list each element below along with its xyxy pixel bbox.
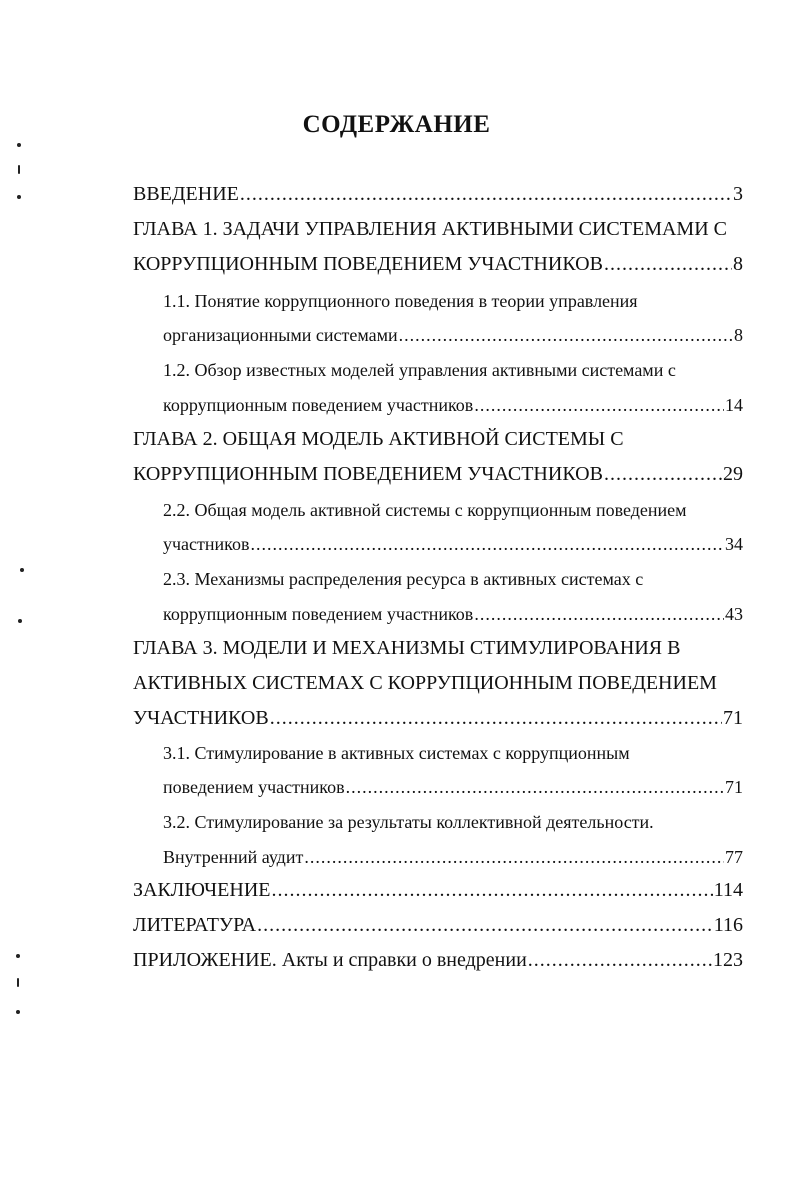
- toc-entry-section-2-3: [163, 602, 743, 626]
- toc-leader-dots: [270, 706, 722, 730]
- toc-entry-text: КОРРУПЦИОННЫМ ПОВЕДЕНИЕМ УЧАСТНИКОВ: [133, 463, 603, 485]
- toc-entry-conclusion: [133, 878, 743, 902]
- toc-section-3-1-line-1: 3.1. Стимулирование в активных системах с коррупционным: [163, 743, 630, 763]
- toc-entry-text: коррупционным поведением участников: [163, 395, 474, 415]
- toc-entry-text: КОРРУПЦИОННЫМ ПОВЕДЕНИЕМ УЧАСТНИКОВ: [133, 253, 603, 275]
- toc-section-2-2-line-1: 2.2. Общая модель активной системы с коррупционным поведением: [163, 500, 687, 520]
- toc-page-number: 8: [733, 253, 743, 275]
- scan-speck: [16, 1010, 20, 1014]
- toc-leader-dots: [271, 878, 712, 902]
- toc-leader-dots: [399, 323, 733, 347]
- toc-page-number: 71: [725, 777, 743, 797]
- toc-leader-dots: [304, 845, 724, 869]
- toc-page-number: 3: [733, 183, 743, 205]
- toc-entry-section-1-1: [163, 323, 743, 347]
- toc-entry-text: ЗАКЛЮЧЕНИЕ: [133, 879, 271, 901]
- toc-entry-text: ЛИТЕРАТУРА: [133, 914, 257, 936]
- toc-page-number: 29: [723, 463, 743, 485]
- toc-chapter-1-line-1: ГЛАВА 1. ЗАДАЧИ УПРАВЛЕНИЯ АКТИВНЫМИ СИСТЕМАМИ С: [133, 218, 727, 240]
- toc-page-number: 43: [725, 604, 743, 624]
- toc-leader-dots: [346, 775, 724, 799]
- toc-entry-text: поведением участников: [163, 777, 345, 797]
- toc-page-number: 34: [725, 534, 743, 554]
- toc-page-number: 71: [723, 707, 743, 729]
- toc-leader-dots: [604, 462, 722, 486]
- toc-section-2-3-line-1: 2.3. Механизмы распределения ресурса в активных системах с: [163, 569, 644, 589]
- toc-page-number: 8: [734, 325, 743, 345]
- toc-entry-chapter-2: [133, 462, 743, 486]
- toc-section-1-2-line-1: 1.2. Обзор известных моделей управления активными системами с: [163, 360, 676, 380]
- toc-leader-dots: [257, 913, 713, 937]
- toc-entry-appendix: [133, 948, 743, 972]
- toc-entry-section-3-2: [163, 845, 743, 869]
- toc-entry-text: Внутренний аудит: [163, 847, 304, 867]
- toc-chapter-2-line-1: ГЛАВА 2. ОБЩАЯ МОДЕЛЬ АКТИВНОЙ СИСТЕМЫ С: [133, 428, 624, 450]
- toc-entry-text: участников: [163, 534, 250, 554]
- toc-entry-text: ПРИЛОЖЕНИЕ. Акты и справки о внедрении: [133, 949, 527, 971]
- toc-leader-dots: [604, 252, 732, 276]
- page-title: СОДЕРЖАНИЕ: [302, 111, 491, 138]
- scan-speck: [17, 195, 21, 199]
- scan-speck: [18, 619, 22, 623]
- toc-entry-section-2-2: [163, 532, 743, 556]
- toc-page-number: 116: [713, 914, 743, 936]
- scan-speck: [20, 568, 24, 572]
- toc-leader-dots: [528, 948, 712, 972]
- scan-speck: [17, 143, 21, 147]
- toc-entry-section-1-2: [163, 393, 743, 417]
- toc-entry-text: УЧАСТНИКОВ: [133, 707, 269, 729]
- toc-entry-literature: [133, 913, 743, 937]
- toc-chapter-3-line-1: ГЛАВА 3. МОДЕЛИ И МЕХАНИЗМЫ СТИМУЛИРОВАНИЯ В: [133, 637, 681, 659]
- toc-leader-dots: [251, 532, 725, 556]
- toc-page-number: 77: [725, 847, 743, 867]
- toc-entry-text: коррупционным поведением участников: [163, 604, 474, 624]
- toc-entry-text: организационными системами: [163, 325, 398, 345]
- scan-speck: [17, 978, 19, 987]
- toc-chapter-3-line-2: АКТИВНЫХ СИСТЕМАХ С КОРРУПЦИОННЫМ ПОВЕДЕНИЕМ: [133, 672, 717, 694]
- toc-entry-chapter-3: [133, 706, 743, 730]
- toc-page-number: 14: [725, 395, 743, 415]
- scan-speck: [18, 165, 20, 174]
- toc-section-1-1-line-1: 1.1. Понятие коррупционного поведения в теории управления: [163, 291, 638, 311]
- toc-page-number: 114: [713, 879, 743, 901]
- toc-leader-dots: [240, 182, 732, 206]
- scan-speck: [16, 954, 20, 958]
- toc-page-number: 123: [713, 949, 743, 971]
- toc-entry-chapter-1: [133, 252, 743, 276]
- toc-entry-text: ВВЕДЕНИЕ: [133, 183, 239, 205]
- toc-entry-section-3-1: [163, 775, 743, 799]
- toc-section-3-2-line-1: 3.2. Стимулирование за результаты коллективной деятельности.: [163, 812, 654, 832]
- toc-entry-intro: [133, 182, 743, 206]
- toc-leader-dots: [474, 602, 724, 626]
- toc-leader-dots: [474, 393, 724, 417]
